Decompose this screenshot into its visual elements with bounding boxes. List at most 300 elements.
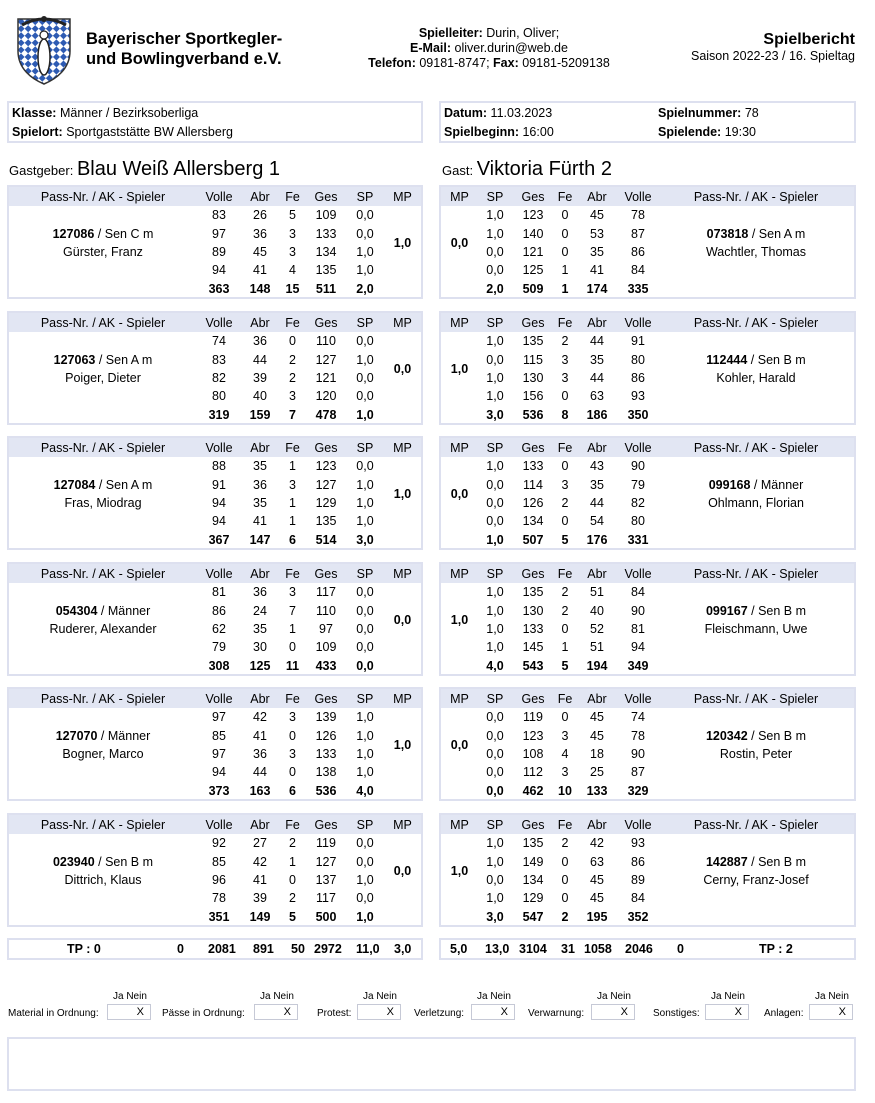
home-col-header: Abr <box>241 438 279 457</box>
season-label: Saison 2022-23 / 16. Spieltag <box>690 49 855 63</box>
guest-sum-cell: 174 <box>586 281 608 296</box>
guest-cell: 78 <box>631 728 645 743</box>
org-line-2: und Bowlingverband e.V. <box>86 50 282 68</box>
guest-cell: 42 <box>590 836 604 851</box>
guest-ak: / Sen A m <box>748 226 806 241</box>
guest-col-header: Pass-Nr. / AK - Spieler <box>658 815 854 834</box>
guest-cell: 0 <box>561 226 569 241</box>
home-game-block <box>7 562 423 676</box>
guest-col-header: Ges <box>512 187 554 206</box>
home-col-header: SP <box>346 187 384 206</box>
home-cell: 85 <box>212 854 226 869</box>
guest-sum-cell: 329 <box>627 783 649 798</box>
home-sum-cell: 2,0 <box>356 281 374 296</box>
home-cell: 36 <box>253 334 267 349</box>
guest-sum-cell: 8 <box>561 407 569 422</box>
datum-value: 11.03.2023 <box>490 106 553 120</box>
guest-cell: 40 <box>590 603 604 618</box>
home-cell: 0,0 <box>356 891 374 906</box>
guest-sum-cell: 1,0 <box>486 532 504 547</box>
home-sum-cell: 11 <box>285 658 300 673</box>
guest-sum-cell: 195 <box>586 909 608 924</box>
home-cell: 91 <box>212 477 226 492</box>
home-cell: 35 <box>253 621 267 636</box>
home-cell: 2 <box>289 836 296 851</box>
guest-cell: 44 <box>590 370 604 385</box>
guest-cell: 74 <box>631 710 645 725</box>
guest-sum-row <box>441 280 854 298</box>
guest-cell: 1,0 <box>486 836 504 851</box>
home-cell: 0,0 <box>356 836 374 851</box>
home-cell: 83 <box>212 352 226 367</box>
guest-cell: 3 <box>561 728 569 743</box>
guest-sum-cell: 462 <box>522 783 544 798</box>
guest-cell: 125 <box>522 263 544 278</box>
guest-sum-cell: 194 <box>586 658 608 673</box>
home-player-name: Fras, Miodrag <box>64 495 142 510</box>
home-cell: 1,0 <box>356 728 374 743</box>
org-line-1: Bayerischer Sportkegler- <box>86 30 283 48</box>
check-label: Pässe in Ordnung: <box>162 1008 245 1019</box>
guest-cell: 84 <box>631 891 645 906</box>
home-col-header: Volle <box>197 564 241 583</box>
guest-sum-row <box>441 531 854 549</box>
guest-cell: 133 <box>522 621 544 636</box>
fax-label: Fax: <box>493 56 519 70</box>
class-location-box <box>7 101 423 143</box>
home-player <box>9 583 197 657</box>
guest-cell: 135 <box>522 334 544 349</box>
guest-col-header: MP <box>441 187 478 206</box>
home-cell: 88 <box>212 459 226 474</box>
guest-cell: 135 <box>522 585 544 600</box>
home-sum-cell: 308 <box>208 658 230 673</box>
check-field[interactable]: X <box>471 1004 515 1020</box>
home-cell: 0,0 <box>356 585 374 600</box>
guest-cell: 112 <box>523 765 543 780</box>
spielnummer-label: Spielnummer: <box>658 106 742 120</box>
home-cell: 119 <box>316 836 336 851</box>
guest-col-header: Pass-Nr. / AK - Spieler <box>658 313 854 332</box>
contact-block <box>350 26 628 71</box>
home-total-fe: 50 <box>291 942 305 956</box>
klasse-label: Klasse: <box>12 106 57 120</box>
home-cell: 3 <box>289 710 296 725</box>
guest-cell: 25 <box>590 765 604 780</box>
guest-cell: 45 <box>590 872 604 887</box>
home-ak: / Männer <box>97 603 151 618</box>
home-player-name: Bogner, Marco <box>62 746 144 761</box>
guest-col-header: Abr <box>576 313 618 332</box>
home-cell: 117 <box>316 891 336 906</box>
home-cell: 96 <box>212 872 226 887</box>
guest-cell: 1,0 <box>486 459 504 474</box>
guest-ak: / Sen B m <box>747 352 806 367</box>
guest-zero: 0 <box>677 942 684 956</box>
home-cell: 0,0 <box>356 621 374 636</box>
check-field[interactable]: X <box>254 1004 298 1020</box>
home-pass-nr: 127063 <box>53 352 96 367</box>
guest-pass-nr: 099167 <box>705 603 748 618</box>
check-field[interactable]: X <box>809 1004 853 1020</box>
guest-sum-cell: 5 <box>561 658 569 673</box>
home-col-header: Ges <box>306 313 346 332</box>
home-col-header: Ges <box>306 689 346 708</box>
table-row <box>441 708 854 726</box>
guest-player-name: Wachtler, Thomas <box>705 244 807 259</box>
guest-cell: 51 <box>590 585 604 600</box>
guest-col-header: Pass-Nr. / AK - Spieler <box>658 187 854 206</box>
guest-cell: 115 <box>523 352 543 367</box>
guest-sum-cell: 509 <box>522 281 544 296</box>
guest-cell: 35 <box>590 352 604 367</box>
table-row <box>9 206 421 224</box>
home-player-name: Gürster, Franz <box>63 244 143 259</box>
guest-mp: 1,0 <box>450 361 469 376</box>
guest-cell: 0,0 <box>486 872 504 887</box>
home-sum-cell: 319 <box>208 407 230 422</box>
guest-cell: 0 <box>561 514 569 529</box>
guest-cell: 0 <box>561 891 569 906</box>
home-cell: 89 <box>212 244 226 259</box>
guest-col-header: SP <box>478 689 512 708</box>
home-pass-nr: 127086 <box>52 226 95 241</box>
home-cell: 133 <box>315 226 337 241</box>
home-cell: 120 <box>315 389 337 404</box>
home-cell: 80 <box>212 389 226 404</box>
guest-cell: 0 <box>561 459 569 474</box>
guest-sum-cell: 133 <box>586 783 608 798</box>
guest-cell: 91 <box>631 334 645 349</box>
guest-col-header: MP <box>441 815 478 834</box>
spielende-label: Spielende: <box>658 125 722 139</box>
home-cell: 92 <box>212 836 226 851</box>
home-sum-cell: 163 <box>249 783 271 798</box>
home-sum-cell: 6 <box>289 783 296 798</box>
guest-col-header: Volle <box>618 438 658 457</box>
guest-game-block <box>439 311 856 425</box>
home-col-header: SP <box>346 564 384 583</box>
home-cell: 0,0 <box>356 226 374 241</box>
spielbeginn-label: Spielbeginn: <box>444 125 519 139</box>
check-label: Verletzung: <box>414 1008 465 1019</box>
home-sum-cell: 511 <box>315 281 337 296</box>
guest-cell: 2 <box>561 603 569 618</box>
guest-team <box>442 158 612 181</box>
guest-cell: 93 <box>631 836 645 851</box>
spielbeginn-value: 16:00 <box>522 125 554 139</box>
guest-col-header: Abr <box>576 564 618 583</box>
home-cell: 1,0 <box>356 477 374 492</box>
home-col-header: MP <box>384 438 421 457</box>
home-cell: 117 <box>316 585 336 600</box>
guest-mp: 0,0 <box>450 486 469 501</box>
guest-cell: 0 <box>561 389 569 404</box>
home-col-header: SP <box>346 689 384 708</box>
klasse-value: Männer / Bezirksoberliga <box>59 106 199 120</box>
home-cell: 127 <box>315 854 337 869</box>
home-col-header: Abr <box>241 689 279 708</box>
home-cell: 36 <box>253 585 267 600</box>
guest-col-header: Ges <box>512 689 554 708</box>
guest-sum-row <box>441 657 854 675</box>
yes-no-label: Ja Nein <box>363 991 397 1002</box>
spielnummer-value: 78 <box>744 106 759 120</box>
home-col-header: Pass-Nr. / AK - Spieler <box>9 689 197 708</box>
guest-cell: 0,0 <box>486 263 504 278</box>
table-row <box>441 583 854 601</box>
guest-cell: 94 <box>631 640 645 655</box>
notes-area[interactable] <box>7 1037 856 1091</box>
home-cell: 4 <box>289 263 296 278</box>
federation-logo <box>14 11 74 85</box>
guest-cell: 114 <box>523 477 543 492</box>
guest-col-header: Fe <box>554 438 576 457</box>
home-zero: 0 <box>177 942 184 956</box>
home-cell: 1,0 <box>356 263 374 278</box>
guest-sum-cell: 543 <box>522 658 544 673</box>
guest-cell: 0 <box>561 208 569 223</box>
home-cell: 121 <box>315 370 337 385</box>
check-field[interactable]: X <box>705 1004 749 1020</box>
home-cell: 41 <box>253 514 267 529</box>
table-row <box>441 332 854 350</box>
home-col-header: SP <box>346 815 384 834</box>
guest-cell: 2 <box>561 585 569 600</box>
home-cell: 1 <box>289 495 296 510</box>
home-col-header: Fe <box>279 187 306 206</box>
home-sum-cell: 351 <box>208 909 230 924</box>
home-sum-cell: 148 <box>249 281 271 296</box>
guest-sum-row <box>441 782 854 800</box>
check-field[interactable]: X <box>357 1004 401 1020</box>
guest-cell: 3 <box>561 765 569 780</box>
home-col-header: Fe <box>279 815 306 834</box>
home-cell: 40 <box>253 389 267 404</box>
home-cell: 0,0 <box>356 603 374 618</box>
home-game-block <box>7 185 423 299</box>
home-cell: 1,0 <box>356 244 374 259</box>
table-row <box>441 457 854 475</box>
home-col-header: Fe <box>279 313 306 332</box>
home-cell: 86 <box>212 603 226 618</box>
guest-sum-cell: 1 <box>561 281 569 296</box>
home-cell: 0,0 <box>356 640 374 655</box>
guest-col-header: Abr <box>576 689 618 708</box>
guest-team-label: Gast: <box>442 163 474 178</box>
home-total-abr: 891 <box>253 942 274 956</box>
check-field[interactable]: X <box>107 1004 151 1020</box>
guest-cell: 90 <box>631 459 645 474</box>
guest-game-block <box>439 185 856 299</box>
guest-cell: 0 <box>561 244 569 259</box>
home-sum-cell: 7 <box>289 407 296 422</box>
guest-cell: 45 <box>590 728 604 743</box>
home-cell: 2 <box>289 891 296 906</box>
home-ak: / Männer <box>97 728 151 743</box>
home-total-volle: 2081 <box>208 942 236 956</box>
date-time-box <box>439 101 856 143</box>
home-col-header: SP <box>346 313 384 332</box>
guest-cell: 86 <box>631 370 645 385</box>
guest-cell: 45 <box>590 891 604 906</box>
guest-total-sp: 13,0 <box>485 942 510 956</box>
home-cell: 41 <box>253 872 267 887</box>
home-sum-cell: 5 <box>289 909 296 924</box>
guest-player <box>658 708 854 782</box>
home-col-header: MP <box>384 313 421 332</box>
guest-col-header: Fe <box>554 815 576 834</box>
guest-mp: 0,0 <box>450 235 469 250</box>
guest-cell: 63 <box>590 854 604 869</box>
home-cell: 42 <box>253 710 267 725</box>
home-tp: TP : 0 <box>67 942 101 956</box>
home-col-header: Volle <box>197 438 241 457</box>
guest-col-header: SP <box>478 564 512 583</box>
home-cell: 94 <box>212 495 226 510</box>
guest-cell: 86 <box>631 244 645 259</box>
guest-col-header: Fe <box>554 689 576 708</box>
home-cell: 0,0 <box>356 389 374 404</box>
home-sum-cell: 478 <box>315 407 337 422</box>
home-cell: 3 <box>289 226 296 241</box>
guest-cell: 0,0 <box>486 728 504 743</box>
guest-sum-cell: 349 <box>627 658 649 673</box>
home-cell: 39 <box>253 370 267 385</box>
home-cell: 0 <box>289 728 296 743</box>
home-cell: 1 <box>289 514 296 529</box>
guest-sum-cell: 186 <box>586 407 608 422</box>
home-sum-cell: 367 <box>208 532 230 547</box>
home-sum-cell: 159 <box>249 407 271 422</box>
guest-player <box>658 834 854 908</box>
home-col-header: MP <box>384 689 421 708</box>
telefon-value: 09181-8747; <box>419 56 490 70</box>
guest-col-header: Volle <box>618 313 658 332</box>
check-field[interactable]: X <box>591 1004 635 1020</box>
guest-player <box>658 583 854 657</box>
home-player-name: Ruderer, Alexander <box>49 621 157 636</box>
guest-sum-cell: 176 <box>586 532 608 547</box>
home-cell: 2 <box>289 352 296 367</box>
home-mp: 1,0 <box>393 235 412 250</box>
guest-pass-nr: 073818 <box>706 226 749 241</box>
home-sum-cell: 373 <box>208 783 230 798</box>
home-col-header: Abr <box>241 815 279 834</box>
home-cell: 133 <box>315 746 337 761</box>
guest-col-header: MP <box>441 564 478 583</box>
home-col-header: Pass-Nr. / AK - Spieler <box>9 815 197 834</box>
home-cell: 1,0 <box>356 872 374 887</box>
guest-cell: 45 <box>590 710 604 725</box>
home-cell: 81 <box>212 585 226 600</box>
home-cell: 79 <box>212 640 226 655</box>
guest-ak: / Sen B m <box>747 854 807 869</box>
guest-cell: 52 <box>590 621 604 636</box>
home-cell: 109 <box>315 208 337 223</box>
guest-col-header: Pass-Nr. / AK - Spieler <box>658 438 854 457</box>
guest-cell: 134 <box>522 514 544 529</box>
guest-total-ges: 3104 <box>519 942 547 956</box>
guest-cell: 156 <box>522 389 544 404</box>
guest-cell: 18 <box>590 746 604 761</box>
guest-cell: 1,0 <box>486 640 504 655</box>
guest-cell: 121 <box>522 244 544 259</box>
guest-pass-nr: 120342 <box>705 728 748 743</box>
guest-col-header: Abr <box>576 187 618 206</box>
home-cell: 127 <box>315 352 337 367</box>
guest-cell: 86 <box>631 854 645 869</box>
guest-col-header: Volle <box>618 564 658 583</box>
home-cell: 78 <box>212 891 226 906</box>
home-cell: 27 <box>253 836 267 851</box>
home-game-block <box>7 311 423 425</box>
home-cell: 41 <box>253 263 267 278</box>
home-col-header: Volle <box>197 313 241 332</box>
guest-cell: 78 <box>631 208 645 223</box>
guest-cell: 0,0 <box>486 710 504 725</box>
home-cell: 126 <box>315 728 337 743</box>
guest-player-name: Kohler, Harald <box>716 370 796 385</box>
guest-game-block <box>439 813 856 927</box>
guest-sum-cell: 10 <box>558 783 572 798</box>
home-cell: 0,0 <box>356 334 374 349</box>
guest-cell: 43 <box>590 459 604 474</box>
home-cell: 3 <box>289 585 296 600</box>
guest-cell: 0,0 <box>486 746 504 761</box>
yes-no-label: Ja Nein <box>113 991 147 1002</box>
guest-sum-cell: 331 <box>627 532 649 547</box>
home-ak: / Sen B m <box>94 854 154 869</box>
table-row <box>9 834 421 852</box>
home-cell: 134 <box>315 244 337 259</box>
home-sum-cell: 536 <box>315 783 337 798</box>
home-cell: 36 <box>253 226 267 241</box>
guest-cell: 35 <box>590 477 604 492</box>
table-row <box>441 834 854 852</box>
home-col-header: Pass-Nr. / AK - Spieler <box>9 313 197 332</box>
home-cell: 26 <box>253 208 267 223</box>
guest-cell: 130 <box>522 603 544 618</box>
home-cell: 0 <box>289 872 296 887</box>
home-cell: 94 <box>212 263 226 278</box>
home-team-name: Blau Weiß Allersberg 1 <box>76 158 281 180</box>
guest-sum-cell: 3,0 <box>486 407 504 422</box>
home-total-sp: 11,0 <box>356 942 380 956</box>
home-sum-cell: 500 <box>315 909 337 924</box>
guest-cell: 35 <box>590 244 604 259</box>
home-cell: 1,0 <box>356 514 374 529</box>
home-ak: / Sen C m <box>94 226 154 241</box>
guest-totals <box>439 938 856 960</box>
home-cell: 3 <box>289 389 296 404</box>
guest-cell: 1,0 <box>486 585 504 600</box>
spielleiter-label: Spielleiter: <box>418 26 483 40</box>
home-col-header: Volle <box>197 187 241 206</box>
home-cell: 0 <box>289 765 296 780</box>
home-col-header: MP <box>384 815 421 834</box>
guest-cell: 145 <box>522 640 544 655</box>
home-pass-nr: 127070 <box>55 728 98 743</box>
guest-cell: 3 <box>561 370 569 385</box>
home-cell: 42 <box>253 854 267 869</box>
guest-cell: 84 <box>631 263 645 278</box>
home-col-header: Pass-Nr. / AK - Spieler <box>9 187 197 206</box>
guest-player <box>658 457 854 531</box>
home-sum-cell: 363 <box>208 281 230 296</box>
home-cell: 0,0 <box>356 208 374 223</box>
home-cell: 1 <box>289 854 296 869</box>
